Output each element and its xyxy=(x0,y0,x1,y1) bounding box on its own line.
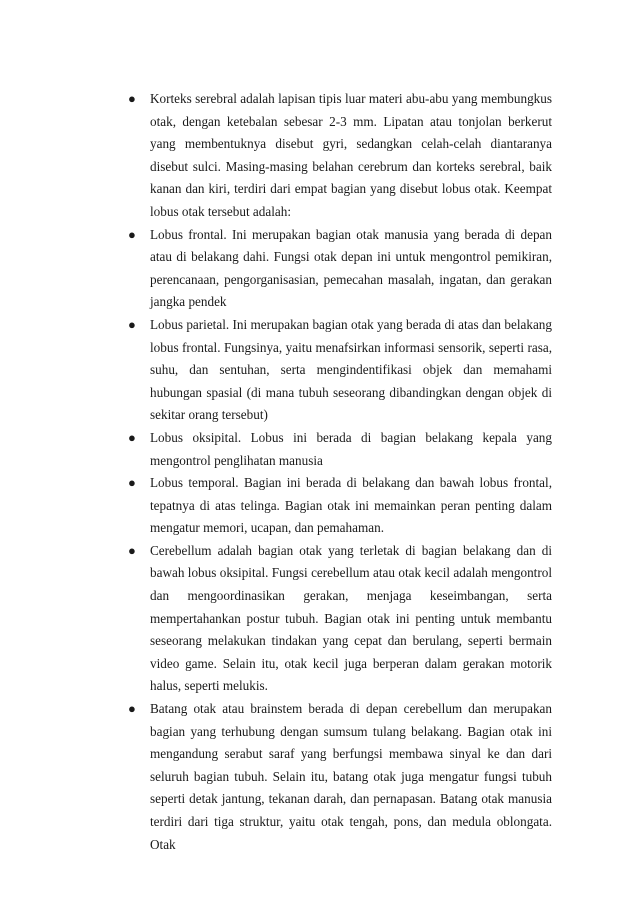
list-item-text: Lobus temporal. Bagian ini berada di belakang dan bawah lobus frontal, tepatnya di atas telinga. Bagian otak ini memainkan peran penting dalam mengatur memori, ucapan, dan pemahaman. xyxy=(150,475,552,536)
list-item-text: Lobus oksipital. Lobus ini berada di bagian belakang kepala yang mengontrol penglihatan manusia xyxy=(150,429,552,468)
list-item xyxy=(128,314,552,427)
list-item xyxy=(128,224,552,314)
bullet-icon: ● xyxy=(128,316,136,332)
bullet-icon: ● xyxy=(128,475,136,491)
bullet-icon: ● xyxy=(128,226,136,242)
list-item-text: Batang otak atau brainstem berada di depan cerebellum dan merupakan bagian yang terhubung dengan sumsum tulang belakang. Bagian otak ini mengandung serabut saraf yang berfungsi membawa sinyal ke dan dari seluruh bagian tubuh. Selain itu, batang otak juga mengatur fungsi tubuh seperti detak jantung, tekanan darah, dan pernapasan. Batang otak manusia terdiri dari tiga struktur, yaitu otak tengah, pons, dan medula oblongata. Otak xyxy=(150,701,552,852)
list-item-text: Lobus parietal. Ini merupakan bagian otak yang berada di atas dan belakang lobus frontal. Fungsinya, yaitu menafsirkan informasi sensorik, seperti rasa, suhu, dan sentuhan, serta mengindentifikasi objek dan memahami hubungan spasial (di mana tubuh seseorang dibandingkan dengan objek di sekitar orang tersebut) xyxy=(150,316,552,423)
list-item-text: Lobus frontal. Ini merupakan bagian otak manusia yang berada di depan atau di belakang dahi. Fungsi otak depan ini untuk mengontrol pemikiran, perencanaan, pengorganisasian, pemecahan masalah, ingatan, dan gerakan jangka pendek xyxy=(150,226,552,310)
list-item xyxy=(128,698,552,856)
bullet-list xyxy=(128,88,552,856)
bullet-icon: ● xyxy=(128,429,136,445)
list-item xyxy=(128,472,552,540)
bullet-icon: ● xyxy=(128,542,136,558)
list-item xyxy=(128,427,552,472)
list-item xyxy=(128,88,552,224)
list-item-text: Cerebellum adalah bagian otak yang terletak di bagian belakang dan di bawah lobus oksipital. Fungsi cerebellum atau otak kecil adalah mengontrol dan mengoordinasikan gerakan, menjaga keseimbangan, serta mempertahankan postur tubuh. Bagian otak ini penting untuk membantu seseorang melakukan tindakan yang cepat dan berulang, seperti bermain video game. Selain itu, otak kecil juga berperan dalam gerakan motorik halus, seperti melukis. xyxy=(150,542,552,694)
list-item-text: Korteks serebral adalah lapisan tipis luar materi abu-abu yang membungkus otak, dengan ketebalan sebesar 2-3 mm. Lipatan atau tonjolan berkerut yang membentuknya disebut gyri, sedangkan celah-celah diantaranya disebut sulci. Masing-masing belahan cerebrum dan korteks serebral, baik kanan dan kiri, terdiri dari empat bagian yang disebut lobus otak. Keempat lobus otak tersebut adalah: xyxy=(150,91,552,219)
bullet-icon: ● xyxy=(128,91,136,106)
list-item xyxy=(128,540,552,698)
bullet-icon: ● xyxy=(128,701,136,717)
